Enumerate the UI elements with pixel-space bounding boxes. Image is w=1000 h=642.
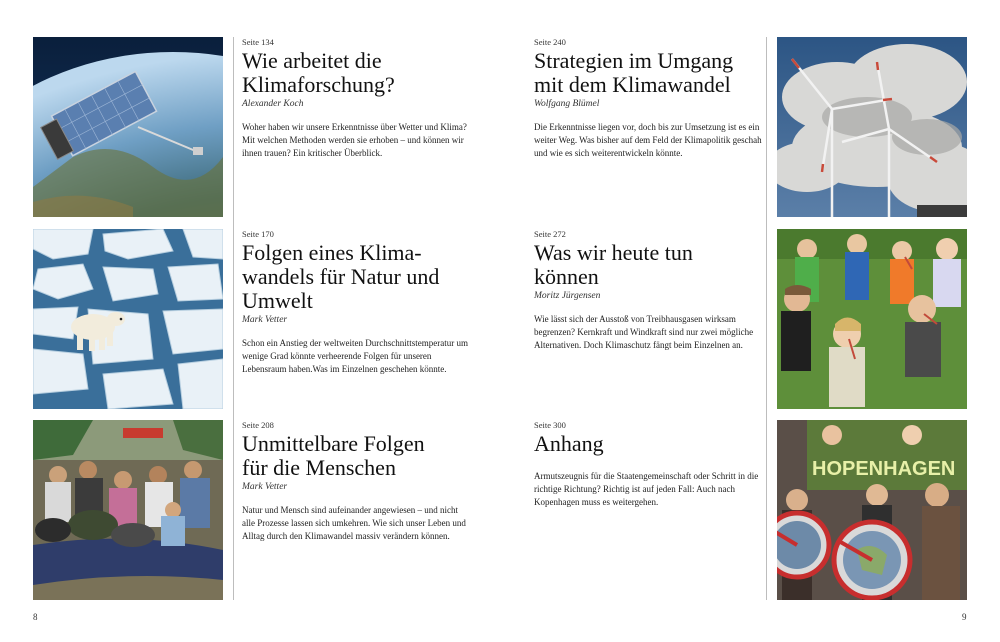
article-teaser: Armutszeugnis für die Staatengemeinschaft oder Schritt in die richtige Richtung? Richtig ist auf jeden Fall: Auch nach Kopenhagen muss es weitergehen.: [534, 471, 759, 507]
article-teaser: Die Erkenntnisse liegen vor, doch bis zur Umsetzung ist es ein weiter Weg. Was bisher auf dem Feld der Klimapolitik geschah und wie es sich weiterentwickeln könnte.: [534, 122, 762, 158]
page-reference: Seite 208: [242, 420, 274, 430]
article-teaser: Natur und Mensch sind aufeinander angewiesen – und nicht alle Prozesse lassen sich umkehren. Wie sich unser Leben und Alltag durch den Klimawandel massiv verändern können.: [242, 505, 466, 541]
protest-sign-text: HOPENHAGEN: [812, 458, 956, 480]
article-anhang[interactable]: [534, 420, 764, 509]
article-title: Wie arbeitet die Klimaforschung?: [242, 48, 395, 97]
article-title: Folgen eines Klima- wandels für Natur und Umwelt: [242, 240, 440, 313]
article-title: Was wir heute tun können: [534, 240, 693, 289]
satellite-photo: [33, 37, 223, 217]
article-author: Alexander Koch: [242, 99, 304, 109]
page-reference: Seite 134: [242, 37, 274, 47]
page-reference: Seite 170: [242, 229, 274, 239]
article-title: Anhang: [534, 431, 604, 456]
page-reference: Seite 240: [534, 37, 566, 47]
page-number-left: 8: [33, 612, 38, 622]
page-number-right: 9: [962, 612, 967, 622]
wind-turbines-photo: [777, 37, 967, 217]
article-title: Strategien im Umgang mit dem Klimawandel: [534, 48, 734, 97]
right-page: [500, 0, 1000, 642]
article-folgen-menschen[interactable]: [242, 420, 472, 543]
page-reference: Seite 300: [534, 420, 566, 430]
article-folgen-natur[interactable]: [242, 229, 472, 376]
right-column-rule: [766, 37, 767, 600]
copenhagen-protest-photo: [777, 420, 967, 600]
article-author: Moritz Jürgensen: [534, 291, 601, 301]
children-group-photo: [777, 229, 967, 409]
article-author: Mark Vetter: [242, 482, 288, 492]
polar-bear-photo: [33, 229, 223, 409]
article-author: Wolfgang Blümel: [534, 99, 600, 109]
flood-refugees-photo: [33, 420, 223, 600]
article-teaser: Woher haben wir unsere Erkenntnisse über Wetter und Klima? Mit welchen Methoden werden sie erhoben – und können wir ihnen trauen? Ein kritischer Überblick.: [242, 122, 467, 158]
page-reference: Seite 272: [534, 229, 566, 239]
left-column-rule: [233, 37, 234, 600]
article-author: Mark Vetter: [242, 315, 288, 325]
article-title: Unmittelbare Folgen für die Menschen: [242, 431, 425, 480]
article-strategien[interactable]: [534, 37, 764, 160]
article-teaser: Schon ein Anstieg der weltweiten Durchschnittstemperatur um wenige Grad könnte verheerende Folgen für unseren Lebensraum haben.Was im Einzelnen geschehen könnte.: [242, 338, 468, 374]
article-klimaforschung[interactable]: [242, 37, 472, 160]
article-was-wir-tun[interactable]: [534, 229, 764, 352]
article-teaser: Wie lässt sich der Ausstoß von Treibhausgasen wirksam begrenzen? Kernkraft und Windkraft sind nur zwei mögliche Alternativen. Doch Klimaschutz fängt beim Einzelnen an.: [534, 314, 754, 350]
